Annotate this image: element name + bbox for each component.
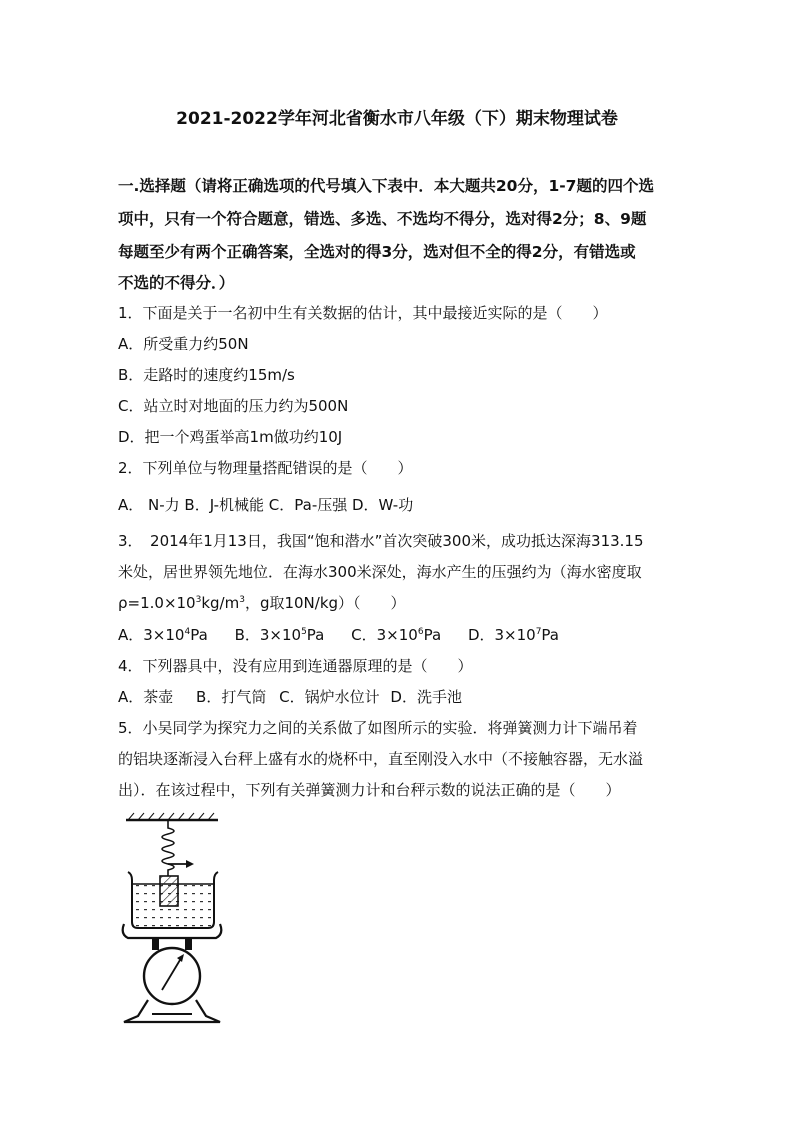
q3-density-exp2: 3 — [239, 595, 245, 605]
q3-option-a: A．$3\times 10^4Pa$ — [118, 626, 208, 644]
page-title: 2021-2022学年河北省衡水市八年级（下）期末物理试卷 — [176, 109, 618, 129]
q1-stem: 1．下面是关于一名初中生有关数据的估计，其中最接近实际的是（ ） — [118, 304, 608, 322]
q3-density-exp1: 3 — [195, 595, 202, 605]
aluminum-block — [160, 876, 178, 906]
q2-stem: 2．下列单位与物理量搭配错误的是（ ） — [118, 459, 413, 477]
q4-option-c: C．锅炉水位计 — [279, 688, 380, 706]
q3-option-c: C．$3\times 10^6Pa$ — [351, 626, 442, 644]
pointer-arrow-icon — [168, 860, 194, 868]
experiment-figure — [118, 810, 226, 1028]
q3-density-a: ρ=1.0×10 — [118, 594, 196, 612]
q3-line-3 — [118, 592, 406, 613]
spring-coil — [162, 820, 174, 876]
q3-line-2: 米处，居世界领先地位．在海水300米深处，海水产生的压强约为（海水密度取 — [118, 563, 642, 581]
q4-options — [118, 686, 462, 707]
scale-dial — [144, 948, 200, 1004]
section1-line-2: 项中，只有一个符合题意，错选、多选、不选均不得分，选对得2分；8、9题 — [118, 210, 647, 228]
ceiling-support — [126, 813, 218, 820]
q3-option-b: B．$3\times 10^5Pa$ — [234, 626, 325, 644]
q5-line-1: 5．小吴同学为探究力之间的关系做了如图所示的实验．将弹簧测力计下端吊着 — [118, 719, 638, 737]
section1-line-4: 不选的不得分．） — [118, 274, 235, 292]
q1-option-a: A．所受重力约50N — [118, 335, 249, 353]
q3-options — [118, 624, 559, 645]
section1-line-3: 每题至少有两个正确答案，全选对的得3分，选对但不全的得2分，有错选或 — [118, 243, 636, 261]
q1-option-b: B．走路时的速度约15m/s — [118, 366, 295, 384]
q1-option-c: C．站立时对地面的压力约为500N — [118, 397, 349, 415]
q1-option-d: D．把一个鸡蛋举高1m做功约10J — [118, 428, 343, 446]
q4-option-a: A．茶壶 — [118, 688, 174, 706]
q4-option-d: D．洗手池 — [390, 688, 462, 706]
q4-stem: 4．下列器具中，没有应用到连通器原理的是（ ） — [118, 657, 473, 675]
q3-density-c: ，g取10N/kg）（ ） — [244, 594, 406, 612]
q5-line-2: 的铝块逐渐浸入台秤上盛有水的烧杯中，直至刚没入水中（不接触容器，无水溢 — [118, 750, 644, 768]
q3-line-1: 3． 2014年1月13日，我国“饱和潜水”首次突破300米，成功抵达深海313.15 — [118, 532, 644, 550]
section1-line-1: 一.选择题（请将正确选项的代号填入下表中．本大题共20分，1-7题的四个选 — [118, 177, 654, 195]
q3-option-d: D．$3\times 10^7Pa$ — [467, 626, 559, 644]
q5-line-3: 出）．在该过程中，下列有关弹簧测力计和台秤示数的说法正确的是（ ） — [118, 781, 621, 799]
q2-options: A． N-力 B．J-机械能 C．Pa-压强 D．W-功 — [118, 496, 414, 514]
q3-density-b: kg/m — [201, 594, 240, 612]
q4-option-b: B．打气筒 — [196, 688, 267, 706]
